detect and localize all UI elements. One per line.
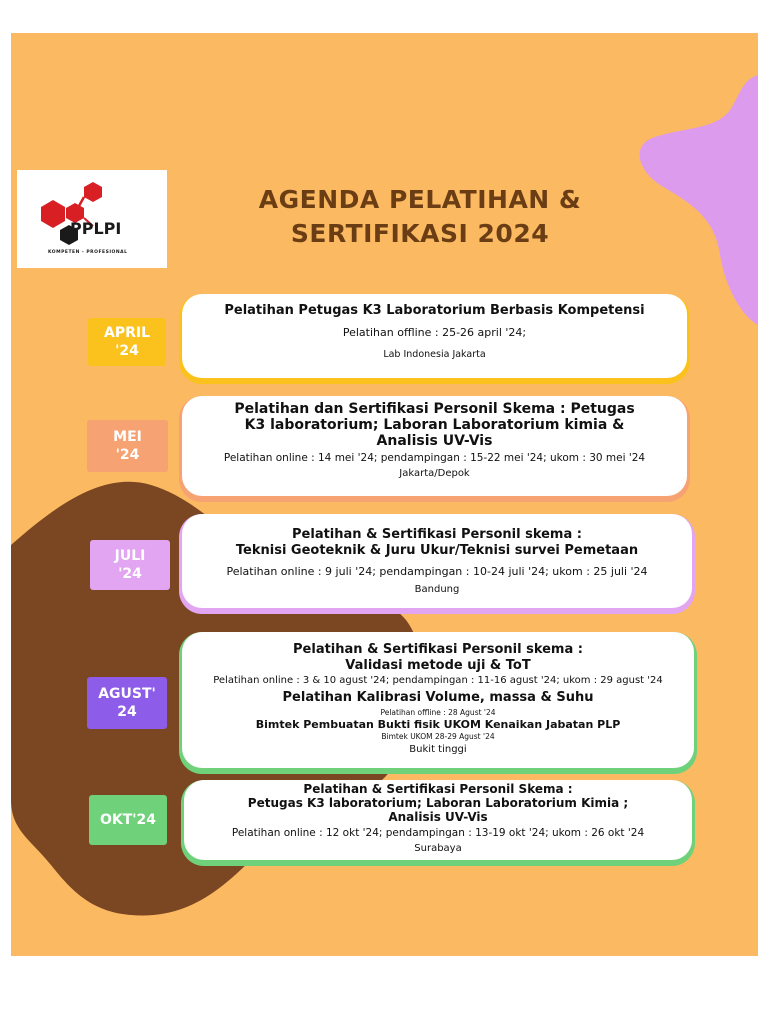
card-heading: Pelatihan & Sertifikasi Personil skema :: [293, 642, 583, 657]
title-line-1: AGENDA PELATIHAN &: [258, 185, 582, 214]
card-schedule: Pelatihan online : 3 & 10 agust '24; pendampingan : 11-16 agust '24; ukom : 29 agust '24: [213, 675, 663, 686]
card-location: Surabaya: [414, 843, 462, 854]
card-schedule: Pelatihan online : 14 mei '24; pendampingan : 15-22 mei '24; ukom : 30 mei '24: [223, 452, 646, 464]
card-schedule: Pelatihan online : 12 okt '24; pendampingan : 13-19 okt '24; ukom : 26 okt '24: [231, 827, 645, 839]
agenda-card-mei: [182, 396, 687, 496]
card-schedule: Pelatihan offline : 25-26 april '24;: [342, 326, 527, 339]
month-badge-agustus: AGUST' 24: [87, 677, 167, 729]
month-badge-mei: MEI '24: [87, 420, 168, 472]
card-heading: Teknisi Geoteknik & Juru Ukur/Teknisi survei Pemetaan: [235, 543, 639, 558]
card-location: Jakarta/Depok: [399, 468, 470, 479]
card-schedule: Pelatihan online : 9 juli '24; pendampingan : 10-24 juli '24; ukom : 25 juli '24: [226, 565, 648, 578]
agenda-card-april: [182, 294, 687, 378]
logo-tagline: KOMPETEN - PROFESIONAL: [48, 250, 128, 255]
card-heading: Pelatihan dan Sertifikasi Personil Skema : Petugas: [234, 401, 635, 417]
card-heading: Pelatihan Kalibrasi Volume, massa & Suhu: [282, 690, 594, 705]
agenda-card-juli: [182, 514, 692, 608]
card-heading: Pelatihan Petugas K3 Laboratorium Berbasis Kompetensi: [224, 303, 645, 318]
card-schedule: Pelatihan offline : 28 Agust '24: [380, 708, 496, 717]
lilac-star-decoration: [630, 75, 758, 325]
agenda-card-okt: [184, 780, 692, 860]
card-heading: Analisis UV-Vis: [388, 810, 488, 824]
month-badge-juli: JULI '24: [90, 540, 170, 590]
card-heading: Validasi metode uji & ToT: [345, 658, 531, 673]
agenda-card-agustus: [182, 632, 694, 768]
card-location: Bandung: [414, 584, 460, 595]
card-heading: Analisis UV-Vis: [376, 433, 493, 449]
card-heading: Pelatihan & Sertifikasi Personil skema :: [292, 527, 582, 542]
card-heading: K3 laboratorium; Laboran Laboratorium kimia &: [244, 417, 625, 433]
card-location: Bukit tinggi: [409, 744, 467, 755]
card-schedule: Bimtek UKOM 28-29 Agust '24: [381, 732, 495, 741]
logo-name: PPLPI: [70, 219, 122, 238]
title-line-2: SERTIFIKASI 2024: [290, 219, 550, 248]
card-heading: Petugas K3 laboratorium; Laboran Laboratorium Kimia ;: [247, 796, 629, 810]
card-heading: Pelatihan & Sertifikasi Personil Skema :: [303, 782, 573, 796]
month-badge-okt: OKT'24: [89, 795, 167, 845]
month-badge-april: APRIL '24: [88, 318, 166, 366]
card-location: Lab Indonesia Jakarta: [383, 349, 486, 360]
card-heading: Bimtek Pembuatan Bukti fisik UKOM Kenaikan Jabatan PLP: [255, 718, 621, 731]
page-title: [225, 183, 615, 251]
